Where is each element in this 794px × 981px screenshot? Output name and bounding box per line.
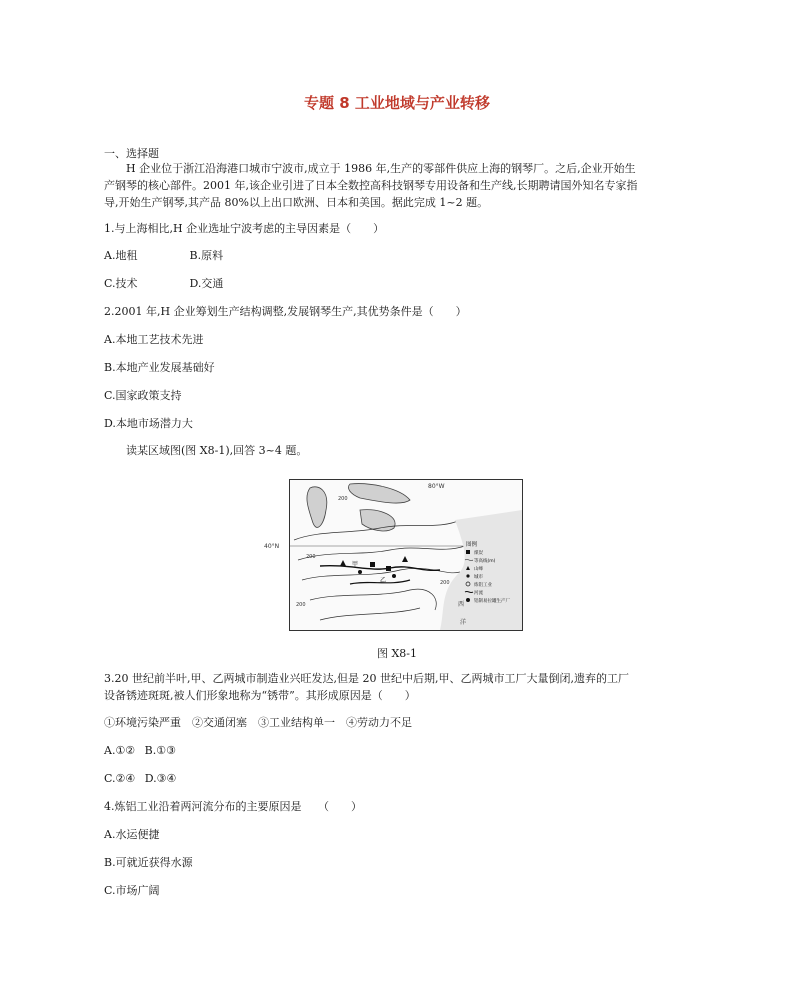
contour-line (298, 546, 465, 560)
passage-line: 导,开始生产钢琴,其产品 80%以上出口欧洲、日本和美国。据此完成 1~2 题。 (104, 196, 489, 209)
legend-city-icon (466, 574, 469, 577)
figure-caption: 图 X8-1 (376, 647, 418, 660)
option-c: C.②④ (104, 772, 136, 785)
option-c: C.市场广阔 (104, 884, 160, 897)
legend-item: 城市 (474, 575, 483, 580)
region-map (264, 480, 522, 630)
lake-shape (360, 510, 395, 531)
question-1-options-row1 (104, 249, 223, 263)
option-d: D.交通 (189, 277, 224, 290)
legend-coal-icon (466, 550, 470, 554)
option-b: B.可就近获得水源 (104, 856, 193, 869)
question-3-choices: ①环境污染严重 ②交通闭塞 ③工业结构单一 ④劳动力不足 (104, 716, 412, 729)
question-1-stem: 1.与上海相比,H 企业选址宁波考虑的主导因素是（ ） (104, 222, 385, 235)
legend-item: 山峰 (474, 567, 483, 572)
legend-item: 河流 (474, 591, 483, 596)
passage-line: 产钢琴的核心部件。2001 年,该企业引进了日本全数控高科技钢琴专用设备和生产线,长期聘请国外知名专家指 (104, 179, 638, 192)
mountain-peak-symbol (340, 560, 346, 566)
option-a: A.水运便捷 (104, 828, 160, 841)
lake-shape (307, 487, 327, 528)
question-2-stem: 2.2001 年,H 企业筹划生产结构调整,发展钢琴生产,其优势条件是（ ） (104, 305, 467, 318)
option-d: D.③④ (144, 772, 177, 785)
passage-line: H 企业位于浙江沿海港口城市宁波市,成立于 1986 年,生产的零部件供应上海的钢琴厂。之后,企业开始生 (126, 162, 636, 175)
question-3-stem: 设备锈迹斑斑,被人们形象地称为“锈带”。其形成原因是（ ） (104, 689, 416, 702)
legend-item: 等高线(m) (474, 559, 496, 564)
coal-symbol (370, 562, 375, 567)
legend-item: 煤炭 (474, 551, 483, 556)
legend-can-factory-icon (466, 598, 470, 602)
question-3-options-row1 (104, 744, 176, 758)
option-a: A.地租 (104, 249, 138, 262)
ocean-label: 洋 (460, 619, 467, 626)
latitude-label: 40°N (264, 543, 280, 550)
contour-line (310, 589, 436, 610)
section-heading: 一、选择题 (104, 147, 159, 160)
page-title: 专题 8 工业地域与产业转移 (304, 94, 490, 112)
contour-label: 200 (296, 602, 306, 608)
contour-label: 200 (440, 580, 450, 586)
mountain-peak-symbol (402, 556, 408, 562)
river (320, 566, 440, 571)
contour-label: 200 (306, 554, 316, 560)
city-symbol (358, 570, 362, 574)
contour-label: 200 (338, 496, 348, 502)
option-c: C.技术 (104, 277, 138, 290)
option-a: A.本地工艺技术先进 (104, 333, 204, 346)
coal-symbol (386, 566, 391, 571)
place-label-yi: 乙 (380, 577, 387, 584)
question-1-options-row2 (104, 277, 223, 291)
option-b: B.本地产业发展基础好 (104, 361, 215, 374)
option-d: D.本地市场潜力大 (104, 417, 193, 430)
region-map-figure (264, 479, 523, 631)
option-a: A.①② (104, 744, 136, 757)
option-b: B.①③ (144, 744, 176, 757)
option-b: B.原料 (189, 249, 224, 262)
longitude-label: 80°W (428, 483, 445, 490)
lake-shape (348, 484, 410, 503)
place-label-jia: 甲 (352, 561, 359, 568)
city-symbol (392, 574, 396, 578)
question-3-stem: 3.20 世纪前半叶,甲、乙两城市制造业兴旺发达,但是 20 世纪中后期,甲、乙两城市工厂大量倒闭,遗弃的工厂 (104, 672, 629, 685)
passage-2: 读某区域图(图 X8-1),回答 3~4 题。 (126, 444, 308, 457)
legend-item: 炼铝工业 (474, 583, 492, 588)
option-c: C.国家政策支持 (104, 389, 182, 402)
ocean-label: 西 (458, 601, 465, 608)
legend-item: 铝制易拉罐生产厂 (474, 599, 510, 604)
contour-line (320, 608, 420, 620)
legend-title: 图例 (466, 542, 478, 548)
question-3-options-row2 (104, 772, 176, 786)
question-4-stem: 4.炼铝工业沿着两河流分布的主要原因是 （ ） (104, 800, 362, 813)
